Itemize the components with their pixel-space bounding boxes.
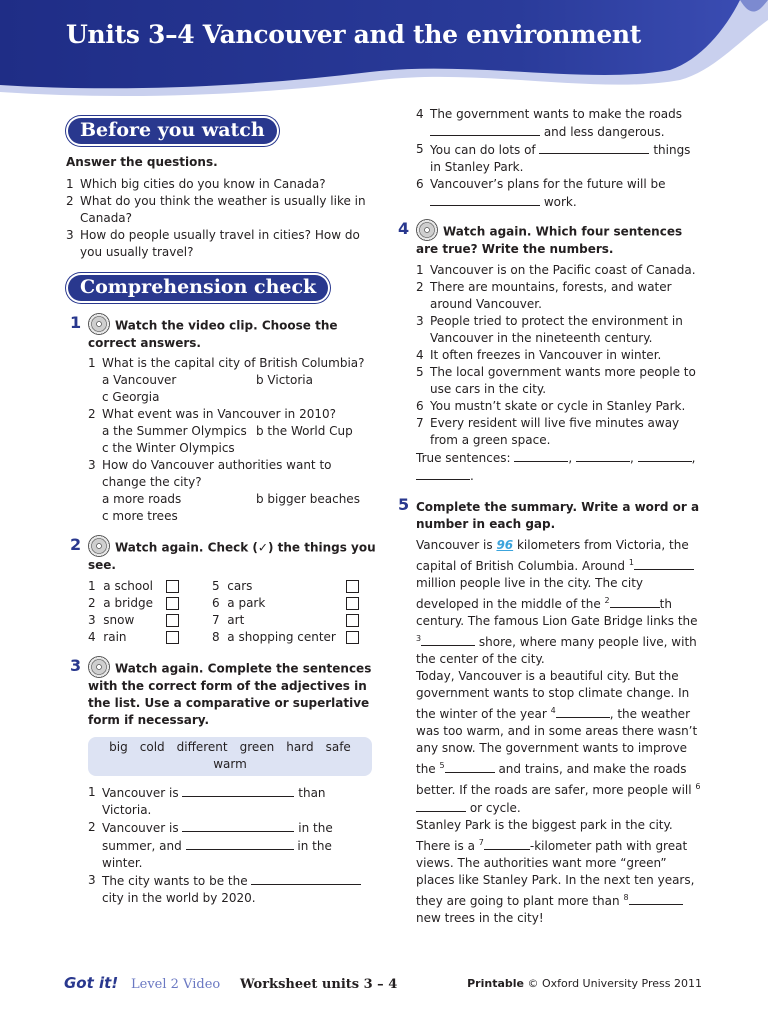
list-item: 1 Which big cities do you know in Canada? (66, 177, 326, 191)
word: cold (139, 740, 165, 754)
true-false-list (416, 262, 706, 449)
footer-copyright: Printable © Oxford University Press 2011 (467, 977, 702, 990)
video-disc-icon (416, 219, 438, 241)
list-item: 2 What do you think the weather is usually like in Canada? (66, 194, 366, 225)
answer-blank[interactable] (416, 467, 470, 480)
right-column (398, 106, 706, 927)
word-list-box (88, 737, 372, 776)
question: 1 What is the capital city of British Columbia? (88, 356, 365, 370)
exercise-3 (66, 656, 376, 907)
option-b[interactable]: b the World Cup (256, 424, 353, 438)
exercise-5-instruction: Complete the summary. Write a word or a number in each gap. (416, 500, 700, 531)
word: hard (286, 740, 314, 754)
true-sentences-line: True sentences: , , , . (416, 451, 696, 483)
answer-blank[interactable] (182, 819, 294, 832)
checkbox[interactable] (166, 631, 179, 644)
list-item: 1 Vancouver is on the Pacific coast of Canada. (416, 263, 696, 277)
checkbox[interactable] (166, 580, 179, 593)
exercise-5 (398, 495, 706, 927)
word: different (176, 740, 228, 754)
answer-blank[interactable] (638, 449, 692, 462)
before-instruction: Answer the questions. (66, 155, 218, 169)
list-item: 8 a shopping center (212, 630, 336, 644)
answer-options (88, 372, 376, 389)
word: warm (213, 757, 247, 771)
answer-options (88, 491, 376, 508)
exercise-2-instruction: Watch again. Check (✓) the things you see. (88, 540, 376, 572)
option-c[interactable]: c the Winter Olympics (102, 441, 235, 455)
word: big (109, 740, 128, 754)
before-question-list (66, 176, 376, 261)
answer-blank[interactable] (634, 557, 694, 570)
answer-blank[interactable] (251, 872, 361, 885)
list-item: 6 You mustn’t skate or cycle in Stanley Park. (416, 399, 686, 413)
checkbox[interactable] (166, 614, 179, 627)
checkbox[interactable] (346, 631, 359, 644)
option-b[interactable]: b Victoria (256, 373, 313, 387)
answer-options (88, 440, 376, 457)
answer-blank[interactable] (539, 141, 649, 154)
list-item: 3 People tried to protect the environment in Vancouver in the nineteenth century. (416, 314, 683, 345)
exercise-2 (66, 535, 376, 648)
question: 2 What event was in Vancouver in 2010? (88, 407, 336, 421)
list-item: 5 The local government wants more people to use cars in the city. (416, 365, 696, 396)
list-item: 2 a bridge (88, 596, 153, 610)
exercise-1-instruction: Watch the video clip. Choose the correct answers. (88, 318, 338, 350)
answer-blank[interactable] (514, 449, 568, 462)
exercise-number: 2 (70, 535, 82, 554)
word: safe (325, 740, 351, 754)
sentence: 6 Vancouver’s plans for the future will be work. (416, 177, 666, 209)
list-item: 4 It often freezes in Vancouver in winter. (416, 348, 662, 362)
header-banner (0, 0, 768, 110)
footer-worksheet: Worksheet units 3 – 4 (240, 977, 398, 992)
exercise-number: 4 (398, 219, 410, 238)
example-answer: 96 (496, 538, 514, 552)
exercise-number: 1 (70, 313, 82, 332)
list-item: 3 How do people usually travel in cities? How do you usually travel? (66, 228, 360, 259)
list-item: 2 There are mountains, forests, and water around Vancouver. (416, 280, 672, 311)
answer-blank[interactable] (430, 123, 540, 136)
answer-blank[interactable] (576, 449, 630, 462)
video-disc-icon (88, 535, 110, 557)
exercise-number: 5 (398, 495, 410, 514)
list-item: 4 rain (88, 630, 127, 644)
option-c[interactable]: c more trees (102, 509, 178, 523)
left-column (66, 118, 376, 907)
question: 3 How do Vancouver authorities want to change the city? (88, 458, 332, 489)
sentence: 3 The city wants to be the city in the world by 2020. (88, 872, 376, 907)
checkbox[interactable] (346, 580, 359, 593)
exercise-1 (66, 313, 376, 525)
exercise-4-instruction: Watch again. Which four sentences are true? Write the numbers. (416, 224, 683, 256)
before-you-watch-heading: Before you watch (68, 118, 277, 144)
sentence: 1 Vancouver is than Victoria. (88, 785, 326, 817)
answer-blank[interactable] (421, 633, 475, 646)
list-item: 7 art (212, 613, 245, 627)
option-a[interactable]: a the Summer Olympics (102, 424, 247, 438)
sentence: 2 Vancouver is in the summer, and in the winter. (88, 820, 333, 870)
answer-blank[interactable] (182, 784, 294, 797)
checklist (88, 578, 376, 648)
option-c[interactable]: c Georgia (102, 390, 160, 404)
answer-options (88, 389, 376, 406)
answer-blank[interactable] (484, 837, 530, 850)
footer-level: Level 2 Video (131, 977, 221, 992)
checkbox[interactable] (346, 597, 359, 610)
list-item: 1 a school (88, 579, 153, 593)
answer-blank[interactable] (445, 760, 495, 773)
list-item: 3 snow (88, 613, 135, 627)
word: green (239, 740, 275, 754)
list-item: 5 cars (212, 579, 253, 593)
answer-options (88, 423, 376, 440)
comprehension-check-heading: Comprehension check (68, 275, 328, 301)
answer-blank[interactable] (430, 193, 540, 206)
header-wave-shape (0, 0, 768, 110)
summary-paragraph: Vancouver is 96 kilometers from Victoria, the capital of British Columbia. Around $^1$ million people live in the city. The city developed in the middle of the $^2$ th century. The famous Lion Gate Bridge links the $^3$ shore, where many people live, with the center of the city. Today, Vancouver is a beautiful city. But the government wants to stop climate change. In the winter of the year $^4$ , the weather was too warm, and in some areas there wasn’t any snow. The government wants to improve the $^5$ and trains, and make the roads better. If the roads are safer, more people will $^6$ or cycle. Stanley Park is the biggest park in the city. There is a $^7$ -kilometer path with great views. The authorities want more “green” places like Stanley Park. In the next ten years, they are going to plant more than $^8$ new trees in the city! (416, 538, 701, 925)
answer-options (88, 508, 376, 525)
checkbox[interactable] (346, 614, 359, 627)
sentence: 5 You can do lots of things in Stanley Park. (416, 142, 691, 174)
option-b[interactable]: b bigger beaches (256, 492, 360, 506)
exercise-3-instruction: Watch again. Complete the sentences with the correct form of the adjectives in the list. Use a comparative or superlative form if necessary. (88, 661, 372, 727)
answer-blank[interactable] (610, 595, 660, 608)
page-title: Units 3–4 Vancouver and the environment (66, 20, 642, 49)
video-disc-icon (88, 313, 110, 335)
brand-logo: Got it! (64, 974, 119, 992)
answer-blank[interactable] (416, 799, 466, 812)
exercise-number: 3 (70, 656, 82, 675)
exercise-4 (398, 219, 706, 485)
list-item: 6 a park (212, 596, 266, 610)
answer-blank[interactable] (186, 837, 294, 850)
video-disc-icon (88, 656, 110, 678)
answer-blank[interactable] (629, 892, 683, 905)
option-a[interactable]: a Vancouver (102, 373, 177, 387)
sentence: 4 The government wants to make the roads and less dangerous. (416, 107, 683, 139)
answer-blank[interactable] (556, 705, 610, 718)
list-item: 7 Every resident will live five minutes away from a green space. (416, 416, 680, 447)
option-a[interactable]: a more roads (102, 492, 182, 506)
checkbox[interactable] (166, 597, 179, 610)
